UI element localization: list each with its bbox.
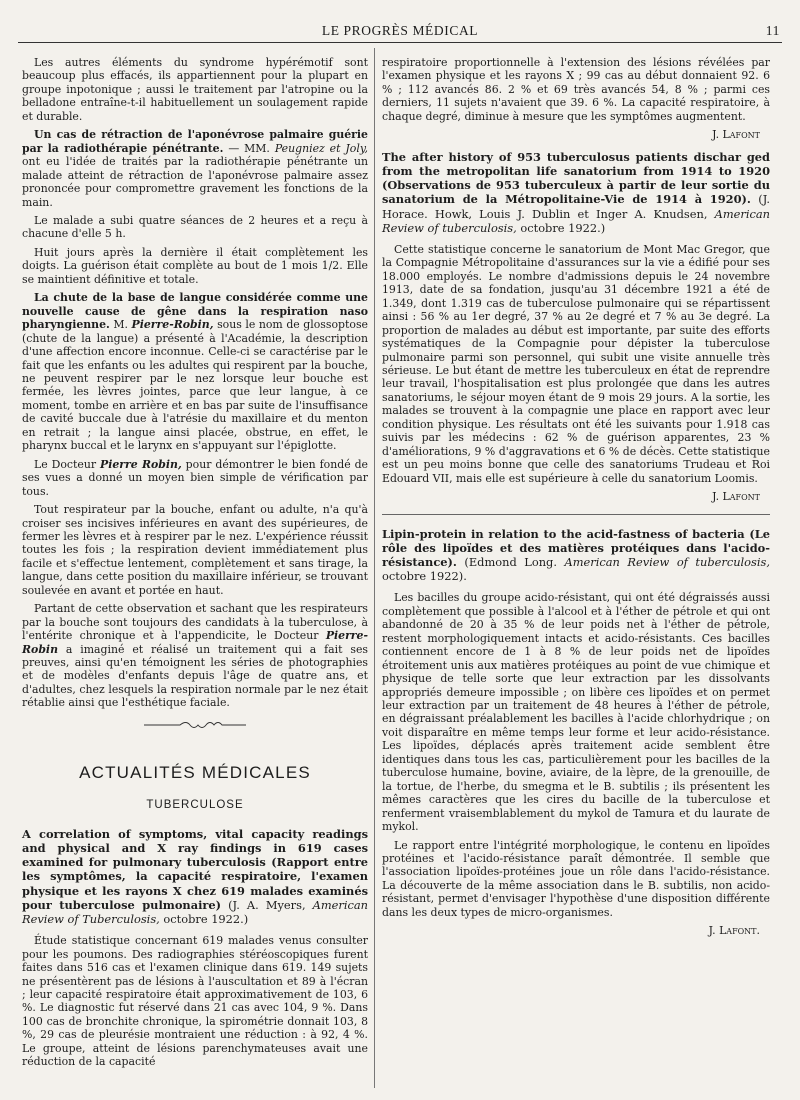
paragraph-retraction xyxy=(22,128,368,209)
journal-title: LE PROGRÈS MÉDICAL xyxy=(321,23,479,38)
article-2-body: Cette statistique concerne le sanatorium de Mont Mac Gregor, que la Compagnie Métropolitaine d'assurances sur la vie a édifié pour ses 18.000 employés. Le nombre d'admissions depuis le 24 novembre 1913, date de sa fondation, jusqu'au 31 décembre 1921 a été de 1.349, dont 1.319 cas de tuberculose pulmonaire qui se répartissent ainsi : 56 % au 1er degré, 37 % au 2e degré et 7 % au 3e degré. La proportion de malades au début est importante, par suite des efforts systématiques de la Compagnie pour dépister la tuberculose pulmonaire parmi son personnel, qui subit une visite annuelle très sérieuse. Le but étant de mettre les tuberculeux en état de reprendre leur travail, l'hospitalisation est plus prolongée que dans les autres sanatoriums, le séjour moyen étant de 9 mois 29 jours. A la sortie, les malades se trouvent à la compagnie une place en rapport avec leur condition physique. Les résultats ont été les suivants pour 1.918 cas suivis par les médecins : 62 % de guérison apparentes, 23 % d'améliorations, 9 % d'aggravations et 6 % de décès. Cette statistique est un peu moins bonne que celle des sanatoriums Trudeau et Roi Edouard VII, mais elle est supérieure à celle du sanatorium Loomis. xyxy=(382,242,770,485)
right-column xyxy=(382,56,770,944)
column-divider xyxy=(374,48,375,1088)
article-1-continued: respiratoire proportionnelle à l'extension des lésions révélées par l'examen physique et les rayons X ; 99 cas au début donnaient 92. 6 % ; 112 avancés 86. 2 % et 69 très avancés 54, 8 % ; parmi ces derniers, 11 sujets n'avaient que 39. 6 %. La capacité respiratoire, à chaque degré, diminue à mesure que les symptômes augmentent. xyxy=(382,56,770,123)
paragraph-verification xyxy=(22,458,368,498)
paragraph-glossoptose xyxy=(22,291,368,452)
running-header xyxy=(18,22,782,43)
subsection-title: TUBERCULOSE xyxy=(146,799,244,812)
paragraph-seances: Le malade a subi quatre séances de 2 heures et a reçu à chacune d'elle 5 h. xyxy=(22,213,368,241)
section-title: ACTUALITÉS MÉDICALES xyxy=(79,762,311,782)
article-1-journal: American Review of Tuberculosis, xyxy=(22,897,369,926)
article-divider xyxy=(382,514,770,515)
p6-text: pour démontrer le bien fondé de ses vues a donné un moyen bien simple de vérification par tous. xyxy=(22,457,369,498)
article-1-date: octobre 1922.) xyxy=(159,911,249,926)
signature-1: J. Lafont xyxy=(712,128,760,142)
page-number: 11 xyxy=(765,23,780,38)
article-3-author: (Edmond Long. xyxy=(456,554,565,569)
article-1-title: A correlation of symptoms, vital capacity readings and physical and X ray findings in 619 cases examined for pulmonary tuberculosis (Rapport entre les symptômes, la capacité respiratoire, l'examen physique et les rayons X chez 619 malades examinés pour tuberculose pulmonaire) xyxy=(22,826,368,912)
paragraph-guerison: Huit jours après la dernière il était complètement les doigts. La guérison était complète au bout de 1 mois 1/2. Elle se maintient définitive et totale. xyxy=(22,245,368,286)
p8-text: a imaginé et réalisé un traitement qui a fait ses preuves, ainsi qu'en témoignent les séries de photographies et de modèles d'enfants depuis l'âge de quatre ans, et d'adultes, chez lesquels la respiration normale par le nez était rétablie ainsi que l'esthétique faciale. xyxy=(22,642,368,710)
article-2-author: (J. Horace. Howk, Louis J. Dublin et Inger A. Knudsen, xyxy=(382,192,771,221)
article-3-body-2: Le rapport entre l'intégrité morphologique, le contenu en lipoïdes protéines et l'acido-résistance paraît démontrée. Il semble que l'association lipoïdes-protéines joue un rôle dans l'acido-résistance. La découverte de la même association dans le B. subtilis, non acido-résistant, permet d'envisager l'hypothèse d'une disposition différente dans les deux types de micro-organismes. xyxy=(382,838,770,919)
article-3-heading xyxy=(382,527,770,584)
article-3-journal: American Review of tuberculosis, xyxy=(564,554,770,569)
article-1-author: (J. A. Myers, xyxy=(221,897,313,912)
paragraph-experience: Tout respirateur par la bouche, enfant ou adulte, n'a qu'à croiser ses incisives inférieures en avant des supérieures, de fermer les lèvres et à respirer par le nez. L'expérience réussit toutes les fois ; la respiration devient immédiatement plus facile et s'effectue lentement, complètement et sans tirage, la langue, dans cette position du maxillaire inférieur, se trouvant soulevée en avant et portée en haut. xyxy=(22,503,368,597)
paragraph-hyperemotif: Les autres éléments du syndrome hypérémotif sont beaucoup plus effacés, ils appartiennent pour la plupart en groupe inpotonique ; aussi le traitement par l'atropine ou la belladone entraîne-t-il habituellement un soulagement rapide et durable. xyxy=(22,56,368,123)
signature-2: J. Lafont xyxy=(712,490,760,504)
p6-author: Pierre Robin, xyxy=(100,457,182,471)
article-1-heading xyxy=(22,827,368,926)
chute-author: Pierre-Robin, xyxy=(131,318,214,332)
article-3-date: octobre 1922). xyxy=(382,569,467,584)
retraction-text-intro: — MM. xyxy=(223,141,275,155)
p8-author: Pierre-Robin xyxy=(22,629,368,656)
retraction-title: Un cas de rétraction de l'aponévrose palmaire guérie par la radiothérapie pénétrante. xyxy=(22,128,368,155)
article-2-journal: American Review of tuberculosis, xyxy=(382,206,770,235)
article-2-heading xyxy=(382,150,770,235)
p6-intro: Le Docteur xyxy=(34,457,101,471)
article-2-date: octobre 1922.) xyxy=(516,220,606,235)
retraction-authors: Peugniez et Joly, xyxy=(274,141,368,155)
spacer xyxy=(22,732,368,766)
paragraph-traitement xyxy=(22,602,368,710)
article-1-body: Étude statistique concernant 619 malades venus consulter pour les poumons. Des radiographies stéréoscopiques furent faites dans 516 cas et l'examen clinique dans 619. 149 sujets ne présentèrent pas de lésions à l'auscultation et 89 à l'écran ; leur capacité respiratoire était approximativement de 103, 6 %. Le diagnostic fut réservé dans 21 cas avec 104, 9 %. Dans 100 cas de bronchite chronique, la spirométrie donnait 103, 8 %, 29 cas de pleurésie montraient une réduction : à 92, 4 %. Le groupe, atteint de lésions parenchymateuses avait une réduction de la capacité xyxy=(22,934,368,1069)
chute-text-intro: M. xyxy=(109,318,132,332)
chute-text: sous le nom de glossoptose (chute de la langue) a présenté à l'Académie, la description d'une affection encore inconnue. Celle-ci se caractérise par le fait que les enfants ou les adultes qui respirent par la bouche, ne peuvent respirer par le nez lorsque leur bouche est fermée, les lèvres jointes, parce que leur langue, à ce moment, tombe en arrière et en bas par suite de l'insuffisance de cavité buccale due à l'atrésie du maxillaire et du menton en retrait ; la langue ainsi placée, obstrue, en effet, le pharynx buccal et le larynx en s'appuyant sur l'épiglotte. xyxy=(22,318,368,453)
article-3-title: Lipin-protein in relation to the acid-fastness of bacteria (Le rôle des lipoïdes et des matières protéiques dans l'acido-résistance). xyxy=(382,526,770,569)
signature-3: J. Lafont. xyxy=(708,924,760,938)
article-3-body: Les bacilles du groupe acido-résistant, qui ont été dégraissés aussi complètement que possible à l'alcool et à l'éther de pétrole et qui ont abandonné de 20 à 35 % de leur poids net à l'éther de pétrole, restent morphologiquement intacts et acido-résistants. Ces bacilles contiennent encore de 1 à 8 % de leur poids net de lipoïdes étroitement unis aux matières protéiques au point de vue chimique et physique de telle sorte que leur extraction par les dissolvants appropriés demeure impossible ; on libère ces lipoïdes et on permet leur extraction par un traitement de 48 heures à l'éther de pétrole, en dégraissant préalablement les bacilles à l'acide chlorhydrique ; on voit disparaître en même temps leur forme et leur acido-résistance. Les lipoïdes, déplacés après traitement acide semblent être identiques dans tous les cas, particulièrement pour les bacilles de la tuberculose humaine, bovine, aviaire, de la lèpre, de la grenouille, de la tortue, de l'herbe, du smegma et le B. subtilis ; ils présentent les mêmes caractères que les cires du bacille de la tuberculose et renferment vraisemblablement du mykol de Tamura et du laurate de mykol. xyxy=(382,591,770,834)
retraction-text: ont eu l'idée de traités par la radiothérapie pénétrante un malade atteint de rétraction de l'aponévrose palmaire assez prononcée pour compromettre gravement les fonctions de la main. xyxy=(22,155,368,209)
chute-title: La chute de la base de langue considérée comme une nouvelle cause de gêne dans la respiration naso pharyngienne. xyxy=(22,291,368,332)
left-column xyxy=(22,56,368,1074)
ornament-flourish xyxy=(140,718,250,732)
p8-intro: Partant de cette observation et sachant que les respirateurs par la bouche sont toujours des candidats à la tuberculose, à l'entérite chronique et à l'appendicite, le Docteur xyxy=(22,602,368,643)
article-2-title: The after history of 953 tuberculosus patients dischar ged from the metropolitan life sanatorium from 1914 to 1920 (Observations de 953 tuberculeux à partir de leur sortie du sanatorium de la Métropolitaine-Vie de 1914 à 1920). xyxy=(382,149,770,207)
